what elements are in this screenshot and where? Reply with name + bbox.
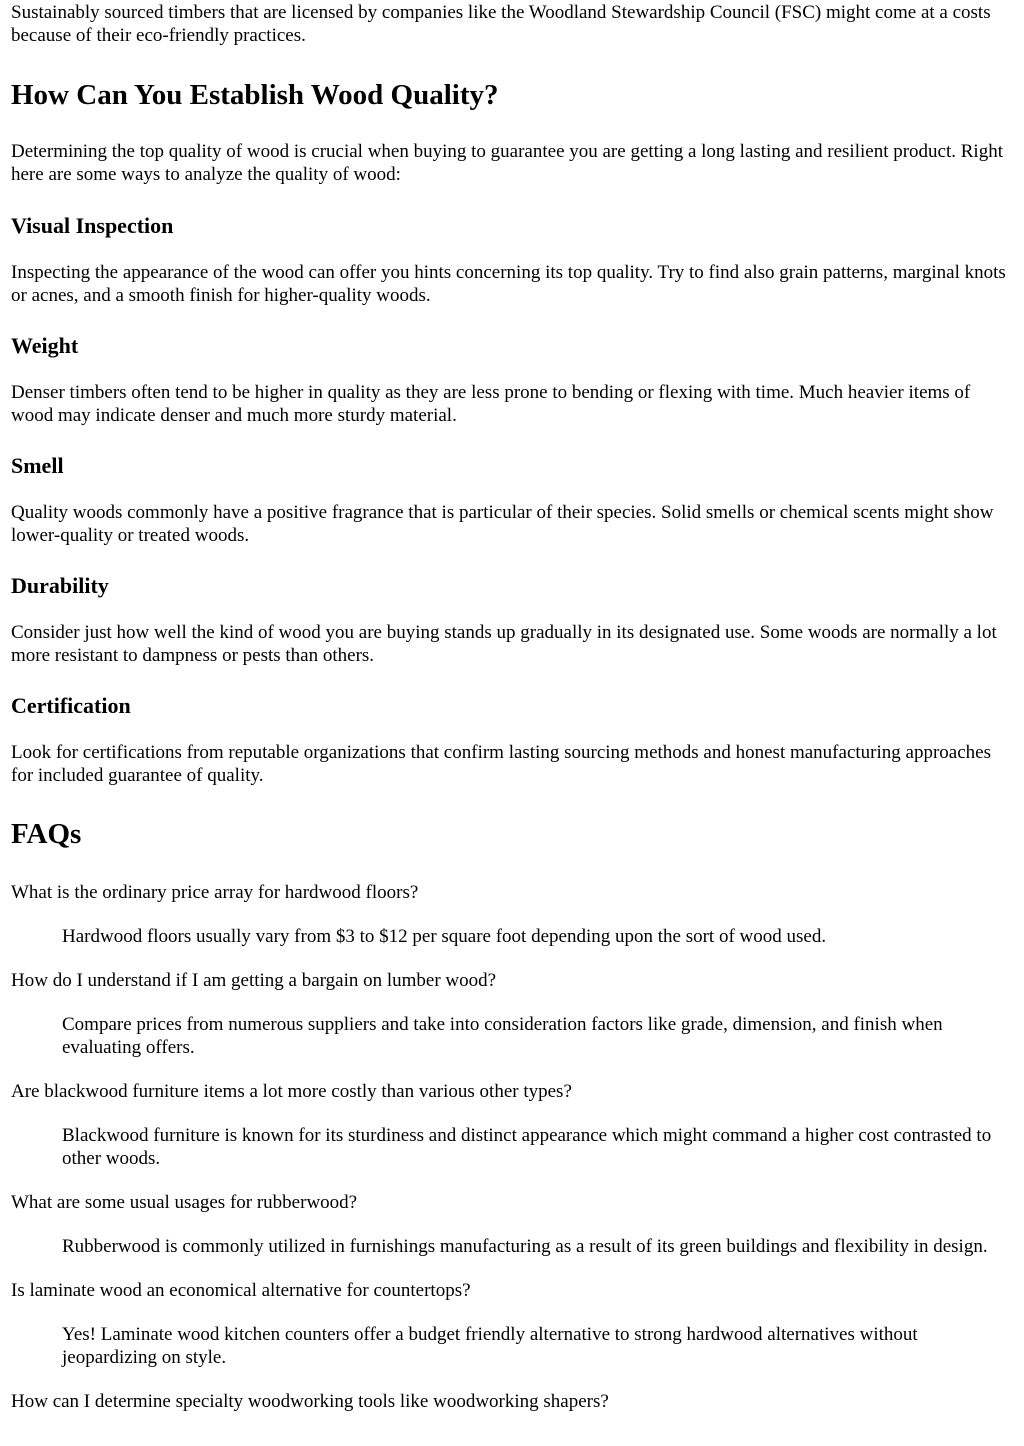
visual-inspection-text: Inspecting the appearance of the wood can offer you hints concerning its top quality. Try to find also grain patterns, marginal knots or acnes, and a smooth finish for higher-quality woods.: [11, 262, 1006, 306]
durability-heading: Durability: [11, 573, 109, 598]
visual-inspection-heading: Visual Inspection: [11, 213, 174, 238]
article-content: [11, 1, 1017, 1434]
faq-answer: Hardwood floors usually vary from $3 to $12 per square foot depending upon the sort of wood used.: [62, 926, 827, 947]
faq-question: What are some usual usages for rubberwood?: [11, 1192, 358, 1213]
faq-answer: Compare prices from numerous suppliers and take into consideration factors like grade, dimension, and finish when evaluating offers.: [62, 1014, 943, 1058]
certification-heading: Certification: [11, 693, 131, 718]
faq-question: Is laminate wood an economical alternative for countertops?: [11, 1280, 471, 1301]
quality-section-intro: Determining the top quality of wood is crucial when buying to guarantee you are getting a long lasting and resilient product. Right here are some ways to analyze the quality of wood:: [11, 141, 1003, 185]
quality-section-heading: How Can You Establish Wood Quality?: [11, 79, 499, 111]
faq-answer: Rubberwood is commonly utilized in furnishings manufacturing as a result of its green buildings and flexibility in design.: [62, 1236, 988, 1257]
durability-text: Consider just how well the kind of wood you are buying stands up gradually in its designated use. Some woods are normally a lot more resistant to dampness or pests than others.: [11, 622, 997, 666]
faq-question: How can I determine specialty woodworking tools like woodworking shapers?: [11, 1391, 609, 1412]
faq-list: [11, 881, 1017, 1413]
faq-question: What is the ordinary price array for hardwood floors?: [11, 882, 419, 903]
faq-answer: Blackwood furniture is known for its sturdiness and distinct appearance which might command a higher cost contrasted to other woods.: [62, 1125, 992, 1169]
weight-text: Denser timbers often tend to be higher in quality as they are less prone to bending or flexing with time. Much heavier items of wood may indicate denser and much more sturdy material.: [11, 382, 971, 426]
smell-text: Quality woods commonly have a positive fragrance that is particular of their species. Solid smells or chemical scents might show lower-quality or treated woods.: [11, 502, 994, 546]
smell-heading: Smell: [11, 453, 64, 478]
intro-paragraph: Sustainably sourced timbers that are licensed by companies like the Woodland Stewardship Council (FSC) might come at a costs because of their eco-friendly practices.: [11, 2, 991, 46]
weight-heading: Weight: [11, 333, 79, 358]
faq-question: How do I understand if I am getting a bargain on lumber wood?: [11, 970, 497, 991]
faq-question: Are blackwood furniture items a lot more costly than various other types?: [11, 1081, 572, 1102]
faq-heading: FAQs: [11, 818, 82, 850]
faq-answer: Yes! Laminate wood kitchen counters offer a budget friendly alternative to strong hardwood alternatives without jeopardizing on style.: [62, 1324, 918, 1368]
certification-text: Look for certifications from reputable organizations that confirm lasting sourcing methods and honest manufacturing approaches for included guarantee of quality.: [11, 742, 991, 786]
